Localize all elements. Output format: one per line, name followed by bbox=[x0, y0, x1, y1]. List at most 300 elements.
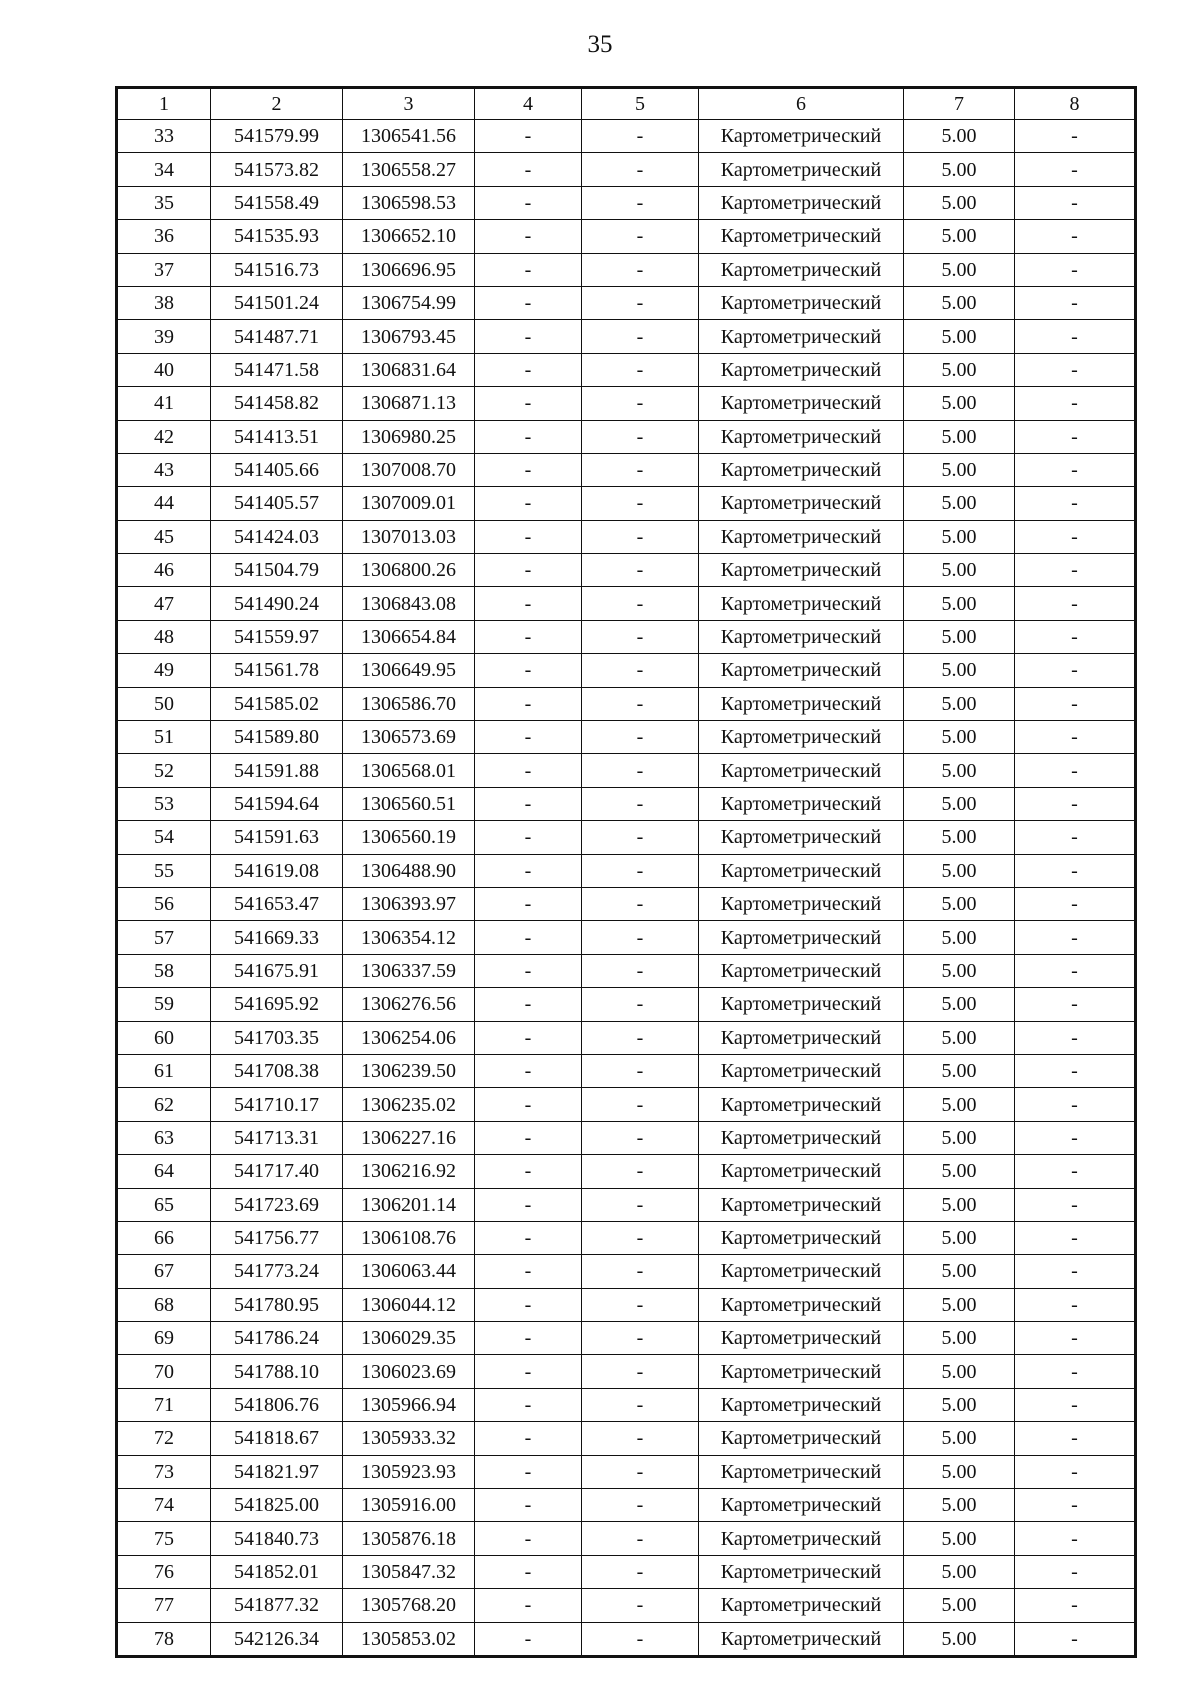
point-number-cell: 77 bbox=[117, 1589, 211, 1622]
col-8-value-cell: - bbox=[1015, 721, 1136, 754]
accuracy-cell: 5.00 bbox=[904, 1455, 1015, 1488]
col-5-value-cell: - bbox=[582, 253, 699, 286]
method-cell: Картометрический bbox=[699, 1288, 904, 1321]
col-4-value-cell: - bbox=[475, 120, 582, 153]
y-coordinate-cell: 1306649.95 bbox=[343, 654, 475, 687]
col-4-value-cell: - bbox=[475, 587, 582, 620]
method-cell: Картометрический bbox=[699, 921, 904, 954]
method-cell: Картометрический bbox=[699, 1188, 904, 1221]
col-8-value-cell: - bbox=[1015, 1322, 1136, 1355]
col-5-value-cell: - bbox=[582, 587, 699, 620]
col-4-value-cell: - bbox=[475, 988, 582, 1021]
col-4-value-cell: - bbox=[475, 1388, 582, 1421]
col-5-value-cell: - bbox=[582, 353, 699, 386]
coordinates-table bbox=[115, 86, 1137, 1658]
table-row bbox=[117, 320, 1136, 353]
y-coordinate-cell: 1306598.53 bbox=[343, 186, 475, 219]
table-row bbox=[117, 1054, 1136, 1087]
col-5-value-cell: - bbox=[582, 921, 699, 954]
col-5-value-cell: - bbox=[582, 687, 699, 720]
x-coordinate-cell: 541458.82 bbox=[211, 387, 343, 420]
table-row bbox=[117, 1188, 1136, 1221]
col-8-value-cell: - bbox=[1015, 1155, 1136, 1188]
column-header-6: 6 bbox=[699, 88, 904, 120]
accuracy-cell: 5.00 bbox=[904, 1221, 1015, 1254]
col-4-value-cell: - bbox=[475, 1422, 582, 1455]
accuracy-cell: 5.00 bbox=[904, 1054, 1015, 1087]
table-row bbox=[117, 1622, 1136, 1656]
table-row bbox=[117, 220, 1136, 253]
table-row bbox=[117, 120, 1136, 153]
col-4-value-cell: - bbox=[475, 1522, 582, 1555]
col-4-value-cell: - bbox=[475, 1555, 582, 1588]
point-number-cell: 41 bbox=[117, 387, 211, 420]
y-coordinate-cell: 1306063.44 bbox=[343, 1255, 475, 1288]
col-4-value-cell: - bbox=[475, 787, 582, 820]
col-5-value-cell: - bbox=[582, 821, 699, 854]
y-coordinate-cell: 1306276.56 bbox=[343, 988, 475, 1021]
col-5-value-cell: - bbox=[582, 1388, 699, 1421]
col-8-value-cell: - bbox=[1015, 687, 1136, 720]
method-cell: Картометрический bbox=[699, 1088, 904, 1121]
col-4-value-cell: - bbox=[475, 1622, 582, 1656]
accuracy-cell: 5.00 bbox=[904, 520, 1015, 553]
table-row bbox=[117, 1021, 1136, 1054]
col-4-value-cell: - bbox=[475, 1589, 582, 1622]
column-header-5: 5 bbox=[582, 88, 699, 120]
accuracy-cell: 5.00 bbox=[904, 721, 1015, 754]
method-cell: Картометрический bbox=[699, 787, 904, 820]
col-5-value-cell: - bbox=[582, 153, 699, 186]
method-cell: Картометрический bbox=[699, 520, 904, 553]
y-coordinate-cell: 1306354.12 bbox=[343, 921, 475, 954]
col-4-value-cell: - bbox=[475, 153, 582, 186]
point-number-cell: 61 bbox=[117, 1054, 211, 1087]
col-8-value-cell: - bbox=[1015, 1288, 1136, 1321]
method-cell: Картометрический bbox=[699, 120, 904, 153]
col-8-value-cell: - bbox=[1015, 854, 1136, 887]
point-number-cell: 69 bbox=[117, 1322, 211, 1355]
col-5-value-cell: - bbox=[582, 1589, 699, 1622]
y-coordinate-cell: 1305966.94 bbox=[343, 1388, 475, 1421]
point-number-cell: 54 bbox=[117, 821, 211, 854]
col-5-value-cell: - bbox=[582, 754, 699, 787]
point-number-cell: 46 bbox=[117, 554, 211, 587]
point-number-cell: 51 bbox=[117, 721, 211, 754]
col-4-value-cell: - bbox=[475, 387, 582, 420]
col-8-value-cell: - bbox=[1015, 821, 1136, 854]
col-8-value-cell: - bbox=[1015, 1088, 1136, 1121]
point-number-cell: 50 bbox=[117, 687, 211, 720]
col-4-value-cell: - bbox=[475, 453, 582, 486]
method-cell: Картометрический bbox=[699, 587, 904, 620]
col-5-value-cell: - bbox=[582, 1054, 699, 1087]
x-coordinate-cell: 541535.93 bbox=[211, 220, 343, 253]
point-number-cell: 34 bbox=[117, 153, 211, 186]
x-coordinate-cell: 541877.32 bbox=[211, 1589, 343, 1622]
accuracy-cell: 5.00 bbox=[904, 1622, 1015, 1656]
accuracy-cell: 5.00 bbox=[904, 787, 1015, 820]
column-header-7: 7 bbox=[904, 88, 1015, 120]
accuracy-cell: 5.00 bbox=[904, 1255, 1015, 1288]
col-4-value-cell: - bbox=[475, 654, 582, 687]
method-cell: Картометрический bbox=[699, 353, 904, 386]
col-4-value-cell: - bbox=[475, 286, 582, 319]
col-8-value-cell: - bbox=[1015, 1489, 1136, 1522]
col-4-value-cell: - bbox=[475, 420, 582, 453]
accuracy-cell: 5.00 bbox=[904, 420, 1015, 453]
col-4-value-cell: - bbox=[475, 1255, 582, 1288]
col-5-value-cell: - bbox=[582, 520, 699, 553]
y-coordinate-cell: 1306586.70 bbox=[343, 687, 475, 720]
method-cell: Картометрический bbox=[699, 253, 904, 286]
method-cell: Картометрический bbox=[699, 754, 904, 787]
point-number-cell: 55 bbox=[117, 854, 211, 887]
col-5-value-cell: - bbox=[582, 1021, 699, 1054]
y-coordinate-cell: 1305847.32 bbox=[343, 1555, 475, 1588]
x-coordinate-cell: 541561.78 bbox=[211, 654, 343, 687]
col-4-value-cell: - bbox=[475, 186, 582, 219]
accuracy-cell: 5.00 bbox=[904, 1155, 1015, 1188]
point-number-cell: 45 bbox=[117, 520, 211, 553]
accuracy-cell: 5.00 bbox=[904, 1021, 1015, 1054]
point-number-cell: 76 bbox=[117, 1555, 211, 1588]
method-cell: Картометрический bbox=[699, 153, 904, 186]
table-row bbox=[117, 387, 1136, 420]
method-cell: Картометрический bbox=[699, 1155, 904, 1188]
method-cell: Картометрический bbox=[699, 620, 904, 653]
point-number-cell: 62 bbox=[117, 1088, 211, 1121]
y-coordinate-cell: 1306235.02 bbox=[343, 1088, 475, 1121]
col-4-value-cell: - bbox=[475, 954, 582, 987]
y-coordinate-cell: 1306754.99 bbox=[343, 286, 475, 319]
col-4-value-cell: - bbox=[475, 1455, 582, 1488]
accuracy-cell: 5.00 bbox=[904, 954, 1015, 987]
accuracy-cell: 5.00 bbox=[904, 554, 1015, 587]
x-coordinate-cell: 541710.17 bbox=[211, 1088, 343, 1121]
method-cell: Картометрический bbox=[699, 453, 904, 486]
point-number-cell: 40 bbox=[117, 353, 211, 386]
col-5-value-cell: - bbox=[582, 1489, 699, 1522]
method-cell: Картометрический bbox=[699, 654, 904, 687]
col-5-value-cell: - bbox=[582, 453, 699, 486]
col-5-value-cell: - bbox=[582, 1355, 699, 1388]
method-cell: Картометрический bbox=[699, 554, 904, 587]
col-8-value-cell: - bbox=[1015, 988, 1136, 1021]
accuracy-cell: 5.00 bbox=[904, 253, 1015, 286]
point-number-cell: 65 bbox=[117, 1188, 211, 1221]
table-row bbox=[117, 854, 1136, 887]
accuracy-cell: 5.00 bbox=[904, 1355, 1015, 1388]
col-5-value-cell: - bbox=[582, 1188, 699, 1221]
y-coordinate-cell: 1307009.01 bbox=[343, 487, 475, 520]
accuracy-cell: 5.00 bbox=[904, 1522, 1015, 1555]
x-coordinate-cell: 541717.40 bbox=[211, 1155, 343, 1188]
x-coordinate-cell: 541516.73 bbox=[211, 253, 343, 286]
point-number-cell: 42 bbox=[117, 420, 211, 453]
col-8-value-cell: - bbox=[1015, 1188, 1136, 1221]
x-coordinate-cell: 541405.66 bbox=[211, 453, 343, 486]
method-cell: Картометрический bbox=[699, 220, 904, 253]
col-8-value-cell: - bbox=[1015, 520, 1136, 553]
col-5-value-cell: - bbox=[582, 1255, 699, 1288]
y-coordinate-cell: 1306337.59 bbox=[343, 954, 475, 987]
table-row bbox=[117, 1455, 1136, 1488]
point-number-cell: 43 bbox=[117, 453, 211, 486]
col-8-value-cell: - bbox=[1015, 1054, 1136, 1087]
col-5-value-cell: - bbox=[582, 554, 699, 587]
x-coordinate-cell: 541840.73 bbox=[211, 1522, 343, 1555]
accuracy-cell: 5.00 bbox=[904, 1422, 1015, 1455]
accuracy-cell: 5.00 bbox=[904, 1388, 1015, 1421]
point-number-cell: 66 bbox=[117, 1221, 211, 1254]
table-row bbox=[117, 1121, 1136, 1154]
table-row bbox=[117, 1555, 1136, 1588]
table-row bbox=[117, 1388, 1136, 1421]
point-number-cell: 47 bbox=[117, 587, 211, 620]
x-coordinate-cell: 541703.35 bbox=[211, 1021, 343, 1054]
column-header-4: 4 bbox=[475, 88, 582, 120]
method-cell: Картометрический bbox=[699, 186, 904, 219]
point-number-cell: 39 bbox=[117, 320, 211, 353]
col-5-value-cell: - bbox=[582, 1422, 699, 1455]
method-cell: Картометрический bbox=[699, 420, 904, 453]
y-coordinate-cell: 1306488.90 bbox=[343, 854, 475, 887]
table-row bbox=[117, 754, 1136, 787]
x-coordinate-cell: 541619.08 bbox=[211, 854, 343, 887]
accuracy-cell: 5.00 bbox=[904, 1489, 1015, 1522]
y-coordinate-cell: 1306568.01 bbox=[343, 754, 475, 787]
col-8-value-cell: - bbox=[1015, 954, 1136, 987]
point-number-cell: 35 bbox=[117, 186, 211, 219]
table-row bbox=[117, 186, 1136, 219]
method-cell: Картометрический bbox=[699, 1322, 904, 1355]
x-coordinate-cell: 541756.77 bbox=[211, 1221, 343, 1254]
col-8-value-cell: - bbox=[1015, 654, 1136, 687]
col-4-value-cell: - bbox=[475, 1021, 582, 1054]
y-coordinate-cell: 1306560.19 bbox=[343, 821, 475, 854]
accuracy-cell: 5.00 bbox=[904, 120, 1015, 153]
y-coordinate-cell: 1306201.14 bbox=[343, 1188, 475, 1221]
y-coordinate-cell: 1306793.45 bbox=[343, 320, 475, 353]
method-cell: Картометрический bbox=[699, 1355, 904, 1388]
method-cell: Картометрический bbox=[699, 1255, 904, 1288]
col-4-value-cell: - bbox=[475, 754, 582, 787]
table-body bbox=[117, 120, 1136, 1657]
col-8-value-cell: - bbox=[1015, 1455, 1136, 1488]
col-4-value-cell: - bbox=[475, 887, 582, 920]
col-5-value-cell: - bbox=[582, 487, 699, 520]
col-5-value-cell: - bbox=[582, 620, 699, 653]
method-cell: Картометрический bbox=[699, 721, 904, 754]
accuracy-cell: 5.00 bbox=[904, 220, 1015, 253]
x-coordinate-cell: 541487.71 bbox=[211, 320, 343, 353]
col-8-value-cell: - bbox=[1015, 320, 1136, 353]
col-5-value-cell: - bbox=[582, 654, 699, 687]
col-4-value-cell: - bbox=[475, 854, 582, 887]
col-4-value-cell: - bbox=[475, 1221, 582, 1254]
accuracy-cell: 5.00 bbox=[904, 687, 1015, 720]
col-8-value-cell: - bbox=[1015, 887, 1136, 920]
col-4-value-cell: - bbox=[475, 1188, 582, 1221]
accuracy-cell: 5.00 bbox=[904, 887, 1015, 920]
y-coordinate-cell: 1305768.20 bbox=[343, 1589, 475, 1622]
x-coordinate-cell: 541504.79 bbox=[211, 554, 343, 587]
col-8-value-cell: - bbox=[1015, 787, 1136, 820]
col-8-value-cell: - bbox=[1015, 453, 1136, 486]
x-coordinate-cell: 541675.91 bbox=[211, 954, 343, 987]
y-coordinate-cell: 1306393.97 bbox=[343, 887, 475, 920]
table-row bbox=[117, 1589, 1136, 1622]
method-cell: Картометрический bbox=[699, 1555, 904, 1588]
point-number-cell: 44 bbox=[117, 487, 211, 520]
table-row bbox=[117, 554, 1136, 587]
col-4-value-cell: - bbox=[475, 721, 582, 754]
y-coordinate-cell: 1305933.32 bbox=[343, 1422, 475, 1455]
col-8-value-cell: - bbox=[1015, 1555, 1136, 1588]
table-row bbox=[117, 1489, 1136, 1522]
point-number-cell: 33 bbox=[117, 120, 211, 153]
method-cell: Картометрический bbox=[699, 1589, 904, 1622]
accuracy-cell: 5.00 bbox=[904, 1589, 1015, 1622]
method-cell: Картометрический bbox=[699, 1622, 904, 1656]
y-coordinate-cell: 1306654.84 bbox=[343, 620, 475, 653]
column-header-8: 8 bbox=[1015, 88, 1136, 120]
table-header bbox=[117, 88, 1136, 120]
column-header-2: 2 bbox=[211, 88, 343, 120]
x-coordinate-cell: 541806.76 bbox=[211, 1388, 343, 1421]
table-row bbox=[117, 487, 1136, 520]
y-coordinate-cell: 1307013.03 bbox=[343, 520, 475, 553]
y-coordinate-cell: 1306541.56 bbox=[343, 120, 475, 153]
col-4-value-cell: - bbox=[475, 921, 582, 954]
col-8-value-cell: - bbox=[1015, 1021, 1136, 1054]
col-4-value-cell: - bbox=[475, 620, 582, 653]
x-coordinate-cell: 541818.67 bbox=[211, 1422, 343, 1455]
y-coordinate-cell: 1305923.93 bbox=[343, 1455, 475, 1488]
col-5-value-cell: - bbox=[582, 1221, 699, 1254]
accuracy-cell: 5.00 bbox=[904, 286, 1015, 319]
method-cell: Картометрический bbox=[699, 821, 904, 854]
column-header-3: 3 bbox=[343, 88, 475, 120]
col-4-value-cell: - bbox=[475, 1489, 582, 1522]
table-row bbox=[117, 787, 1136, 820]
point-number-cell: 48 bbox=[117, 620, 211, 653]
x-coordinate-cell: 541591.63 bbox=[211, 821, 343, 854]
accuracy-cell: 5.00 bbox=[904, 754, 1015, 787]
y-coordinate-cell: 1306696.95 bbox=[343, 253, 475, 286]
col-4-value-cell: - bbox=[475, 1088, 582, 1121]
table-row bbox=[117, 821, 1136, 854]
col-8-value-cell: - bbox=[1015, 1622, 1136, 1656]
accuracy-cell: 5.00 bbox=[904, 1322, 1015, 1355]
x-coordinate-cell: 541573.82 bbox=[211, 153, 343, 186]
col-8-value-cell: - bbox=[1015, 1388, 1136, 1421]
col-4-value-cell: - bbox=[475, 320, 582, 353]
x-coordinate-cell: 541558.49 bbox=[211, 186, 343, 219]
col-5-value-cell: - bbox=[582, 186, 699, 219]
x-coordinate-cell: 541653.47 bbox=[211, 887, 343, 920]
col-8-value-cell: - bbox=[1015, 153, 1136, 186]
table-row bbox=[117, 420, 1136, 453]
accuracy-cell: 5.00 bbox=[904, 186, 1015, 219]
col-5-value-cell: - bbox=[582, 1288, 699, 1321]
method-cell: Картометрический bbox=[699, 487, 904, 520]
accuracy-cell: 5.00 bbox=[904, 387, 1015, 420]
point-number-cell: 73 bbox=[117, 1455, 211, 1488]
point-number-cell: 75 bbox=[117, 1522, 211, 1555]
accuracy-cell: 5.00 bbox=[904, 453, 1015, 486]
point-number-cell: 57 bbox=[117, 921, 211, 954]
method-cell: Картометрический bbox=[699, 887, 904, 920]
col-8-value-cell: - bbox=[1015, 620, 1136, 653]
col-5-value-cell: - bbox=[582, 1121, 699, 1154]
col-8-value-cell: - bbox=[1015, 587, 1136, 620]
point-number-cell: 67 bbox=[117, 1255, 211, 1288]
table-row bbox=[117, 253, 1136, 286]
x-coordinate-cell: 541424.03 bbox=[211, 520, 343, 553]
y-coordinate-cell: 1306560.51 bbox=[343, 787, 475, 820]
point-number-cell: 68 bbox=[117, 1288, 211, 1321]
col-8-value-cell: - bbox=[1015, 554, 1136, 587]
x-coordinate-cell: 541579.99 bbox=[211, 120, 343, 153]
method-cell: Картометрический bbox=[699, 954, 904, 987]
col-5-value-cell: - bbox=[582, 988, 699, 1021]
col-5-value-cell: - bbox=[582, 420, 699, 453]
col-4-value-cell: - bbox=[475, 220, 582, 253]
accuracy-cell: 5.00 bbox=[904, 1088, 1015, 1121]
col-5-value-cell: - bbox=[582, 320, 699, 353]
table-row bbox=[117, 1255, 1136, 1288]
col-8-value-cell: - bbox=[1015, 1422, 1136, 1455]
table-row bbox=[117, 520, 1136, 553]
table-row bbox=[117, 353, 1136, 386]
method-cell: Картометрический bbox=[699, 687, 904, 720]
accuracy-cell: 5.00 bbox=[904, 153, 1015, 186]
col-4-value-cell: - bbox=[475, 1322, 582, 1355]
table-row bbox=[117, 453, 1136, 486]
y-coordinate-cell: 1306227.16 bbox=[343, 1121, 475, 1154]
table-row bbox=[117, 1155, 1136, 1188]
method-cell: Картометрический bbox=[699, 286, 904, 319]
col-8-value-cell: - bbox=[1015, 286, 1136, 319]
method-cell: Картометрический bbox=[699, 1455, 904, 1488]
x-coordinate-cell: 541723.69 bbox=[211, 1188, 343, 1221]
y-coordinate-cell: 1306871.13 bbox=[343, 387, 475, 420]
col-8-value-cell: - bbox=[1015, 1221, 1136, 1254]
y-coordinate-cell: 1306558.27 bbox=[343, 153, 475, 186]
point-number-cell: 71 bbox=[117, 1388, 211, 1421]
page-number: 35 bbox=[587, 31, 613, 58]
col-4-value-cell: - bbox=[475, 1155, 582, 1188]
y-coordinate-cell: 1305853.02 bbox=[343, 1622, 475, 1656]
y-coordinate-cell: 1306652.10 bbox=[343, 220, 475, 253]
header-row bbox=[117, 88, 1136, 120]
col-4-value-cell: - bbox=[475, 554, 582, 587]
method-cell: Картометрический bbox=[699, 1522, 904, 1555]
col-8-value-cell: - bbox=[1015, 1589, 1136, 1622]
col-8-value-cell: - bbox=[1015, 1355, 1136, 1388]
col-4-value-cell: - bbox=[475, 487, 582, 520]
method-cell: Картометрический bbox=[699, 1388, 904, 1421]
column-header-1: 1 bbox=[117, 88, 211, 120]
table-row bbox=[117, 1221, 1136, 1254]
col-8-value-cell: - bbox=[1015, 253, 1136, 286]
method-cell: Картометрический bbox=[699, 1422, 904, 1455]
accuracy-cell: 5.00 bbox=[904, 587, 1015, 620]
col-4-value-cell: - bbox=[475, 520, 582, 553]
y-coordinate-cell: 1306108.76 bbox=[343, 1221, 475, 1254]
